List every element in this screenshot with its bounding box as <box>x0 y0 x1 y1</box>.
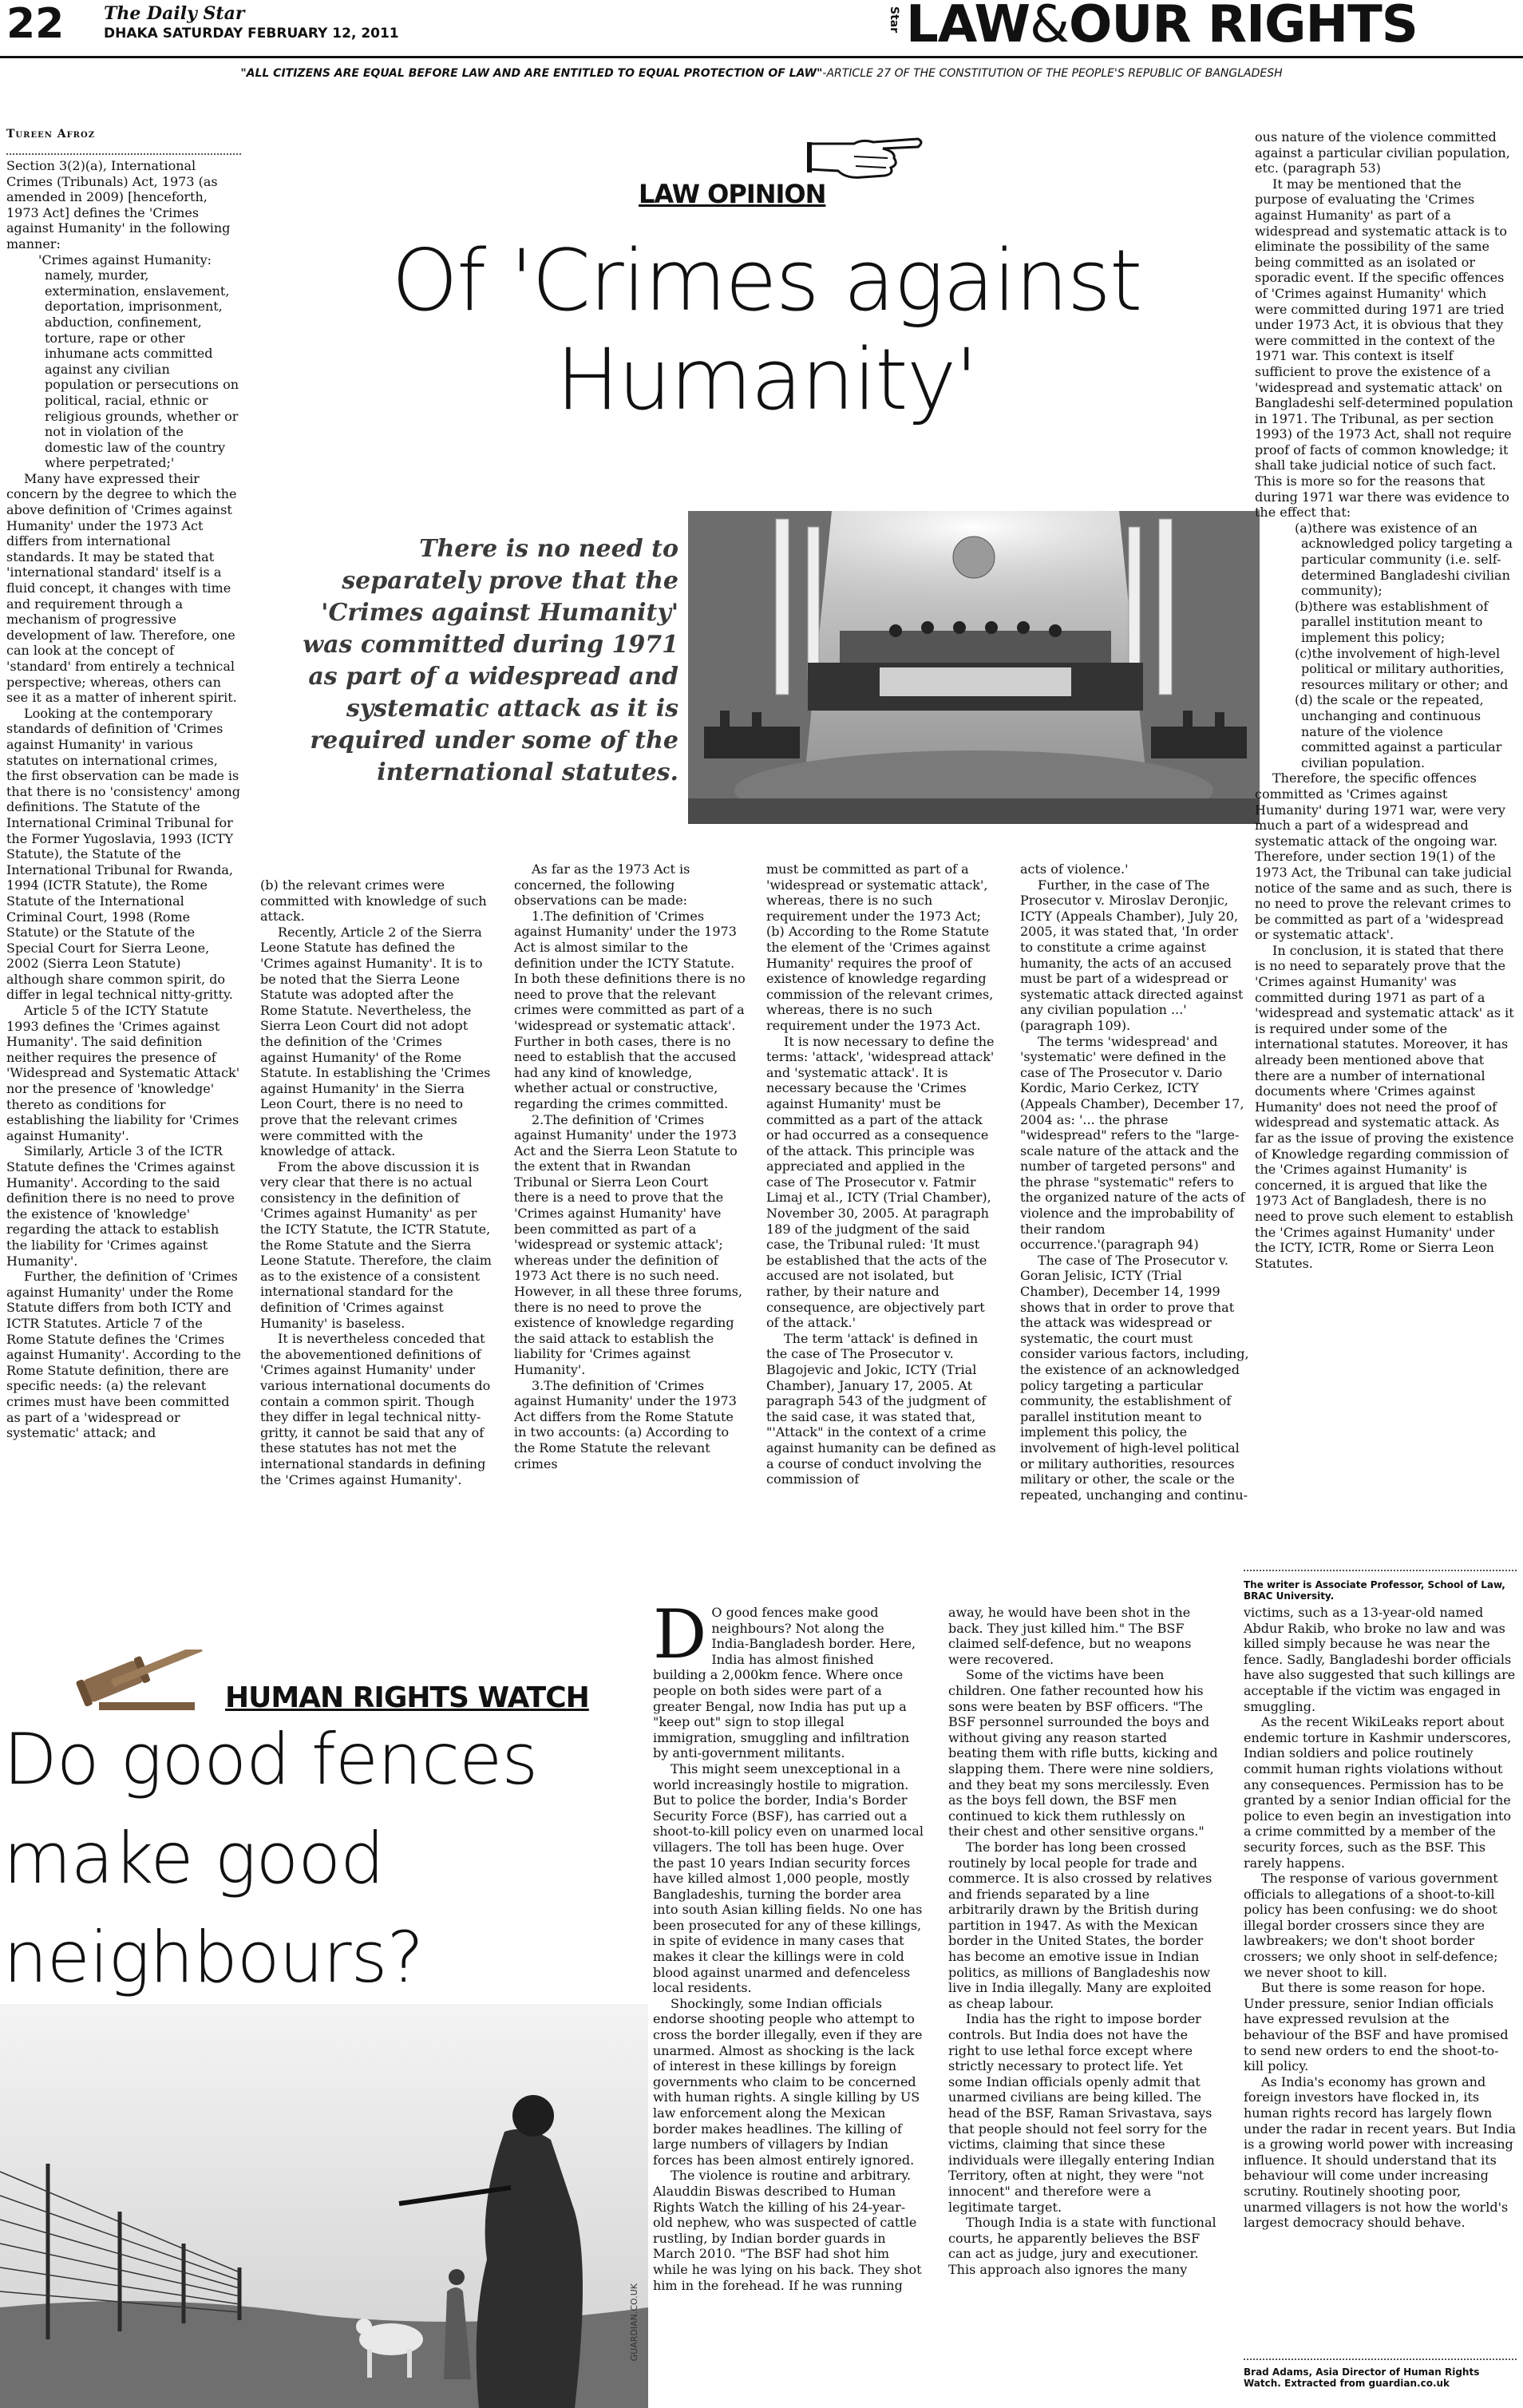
paragraph: Looking at the contemporary standards of definition of 'Crimes against Humanity' in various statutes on international crimes, the first observation can be made is that there is no 'consistency' among definitions. The Statute of the International Criminal Tribunal for the Former Yugoslavia, 1993 (ICTY Statute), the Statute of the International Tribunal for Rwanda, 1994 (ICTR Statute), the Rome Statute of the International Criminal Court, 1998 (Rome Statute) or the Statute of the Special Court for Sierra Leone, 2002 (Sierra Leon Statute) although share common spirit, do differ in legal technical nitty-gritty. <box>6 705 241 1003</box>
paragraph: From the above discussion it is very clear that there is no actual consistency in the definition of 'Crimes against Humanity' as per the ICTY Statute, the ICTR Statute, the Rome Statute and the Sierra Leone Statute. Therefore, the claim as to the existence of a consistent international standard for the definition of 'Crimes against Humanity' is baseless. <box>260 1158 492 1331</box>
article1-col3 <box>514 861 746 1471</box>
article1-col1 <box>6 158 241 1441</box>
paragraph: Section 3(2)(a), International Crimes (Tribunals) Act, 1973 (as amended in 2009) [henceforth, 1973 Act] defines the 'Crimes against Humanity' in the following manner: <box>6 158 231 251</box>
paper-name: The Daily Star <box>104 3 245 24</box>
note-rule <box>1244 2358 1517 2360</box>
section-title-law: LAW <box>906 0 1030 54</box>
paragraph: Though India is a state with functional courts, he apparently believes the BSF can act as judge, jury and executioner. This approach also ignores the many <box>948 2215 1216 2277</box>
paragraph: ous nature of the violence committed against a particular civilian population, etc. (paragraph 53) <box>1255 129 1510 176</box>
section-title-amp: & <box>1030 0 1069 54</box>
paragraph: acts of violence.' <box>1020 861 1129 877</box>
paragraph: 'Crimes against Humanity: namely, murder, extermination, enslavement, deportation, imprisonment, abduction, confinement, torture, rape or other inhumane acts committed against any civilian population or persecutions on political, racial, ethnic or religious grounds, whether or not in violation of the domestic law of the country where perpetrated;' <box>38 251 239 471</box>
section-label-human-rights-watch: HUMAN RIGHTS WATCH <box>225 1681 589 1714</box>
standfirst: There is no need to separately prove that the 'Crimes against Humanity' was committed during 1971 as part of a widespread and systematic attack as it is required under some of the international statutes. <box>303 535 678 786</box>
paragraph: The violence is routine and arbitrary. Alauddin Biswas described to Human Rights Watch the killing of his 24-year-old nephew, who was suspected of cattle rustling, by Indian border guards in March 2010. "The BSF had shot him while he was lying on his back. They shot him in the forehead. If he was running <box>653 2168 922 2293</box>
dateline: DHAKA SATURDAY FEBRUARY 12, 2011 <box>104 26 399 42</box>
author-note: Brad Adams, Asia Director of Human Rights Watch. Extracted from guardian.co.uk <box>1244 2366 1480 2389</box>
masthead-rule <box>0 56 1523 58</box>
paragraph: The response of various government officials to allegations of a shoot-to-kill policy has been confusing: we do shoot illegal border crossers since they are lawbreakers; we don't shoot border crossers; we only shoot in self-defence; we never shoot to kill. <box>1244 1871 1498 1980</box>
paragraph: Many have expressed their concern by the degree to which the above definition of 'Crimes against Humanity' under the 1973 Act differs from international standards. It may be stated that 'international standard' itself is a fluid concept, it changes with time and requirement through a mechanism of progressive development of law. Therefore, one can look at the concept of 'standard' from entirely a technical perspective; whereas, others can see it as a matter of inherent spirit. <box>6 470 237 706</box>
author-note: The writer is Associate Professor, School of Law, BRAC University. <box>1244 1579 1505 1602</box>
paragraph: It is now necessary to define the terms: 'attack', 'widespread attack' and 'systematic attack'. It is necessary because the 'Crimes against Humanity' must be committed as a part of the attack or had occurred as a consequence of the attack. This principle was appreciated and applied in the case of The Prosecutor v. Fatmir Limaj et al., ICTY (Trial Chamber), November 30, 2005. At paragraph 189 of the judgment of the said case, the Tribunal ruled: 'It must be established that the acts of the accused are not isolated, but rather, by their nature and consequence, are objectively part of the attack.' <box>766 1033 995 1331</box>
article1-col5 <box>1020 861 1252 1503</box>
star-logo: Star <box>888 6 900 34</box>
article1-col4 <box>766 861 998 1487</box>
headline: Of 'Crimes against Humanity' <box>391 232 1141 429</box>
paragraph: As the recent WikiLeaks report about endemic torture in Kashmir underscores, Indian soldiers and police routinely commit human rights violations without any consequences. Permission has to be granted by a senior Indian official for the police to even begin an investigation into a crime committed by a member of the security forces, such as the BSF. This rarely happens. <box>1244 1714 1512 1871</box>
paragraph-text: O good fences make good neighbours? Not along the India-Bangladesh border. Here, India has almost finished building a 2,000km fence. Where once people on both sides were part of a greater Bengal, now India has put up a "keep out" sign to stop illegal immigration, smuggling and infiltration by anti-government militants. <box>653 1605 916 1761</box>
paragraph: Article 5 of the ICTY Statute 1993 defines the 'Crimes against Humanity'. The said definition neither requires the presence of 'Widespread and Systematic Attack' nor the presence of 'knowledge' thereto as conditions for establishing the liability for 'Crimes against Humanity'. <box>6 1003 240 1143</box>
paragraph: victims, such as a 13-year-old named Abdur Rakib, who broke no law and was killed simply because he was near the fence. Sadly, Bangladeshi border officials have also suggested that such killings are acceptable if the victim was engaged in smuggling. <box>1244 1605 1516 1714</box>
dropcap: D <box>653 1595 707 1673</box>
gavel-icon <box>67 1650 211 1713</box>
paragraph: As far as the 1973 Act is concerned, the following observations can be made: <box>514 861 690 909</box>
paragraph: It may be mentioned that the purpose of evaluating the 'Crimes against Humanity' as part of a widespread and systematic attack is to eliminate the possibility of the same being committed as an isolated or sporadic event. If the specific offences of 'Crimes against Humanity' which were committed during 1971 are tried under 1973 Act, it is obvious that they were committed in the context of the 1971 war. This context is itself sufficient to prove the existence of a 'widespread and systematic attack' on Bangladeshi self-determined population in 1971. The Tribunal, as per section 1993) of the 1973 Act, shall not require proof of facts of common knowledge; it shall take judicial notice of such fact. This is more so for the reasons that during 1971 war there was evidence to the effect that: <box>1255 176 1513 521</box>
article2-col1 <box>653 1595 924 2293</box>
list-item: (d) the scale or the repeated, unchanging and continuous nature of the violence committed against a particular civilian population. <box>1295 692 1502 770</box>
list-item: (a)there was existence of an acknowledged policy targeting a particular community (i.e. self-determined Bangladeshi civilian community); <box>1295 520 1513 599</box>
headline: Do good fences make good neighbours? <box>3 1718 538 1998</box>
paragraph: Similarly, Article 3 of the ICTR Statute defines the 'Crimes against Humanity'. According to the said definition there is no need to prove the existence of 'knowledge' regarding the attack to establish the liability for 'Crimes against Humanity'. <box>6 1143 235 1269</box>
list-item: (b)there was establishment of parallel institution meant to implement this policy; <box>1295 598 1489 645</box>
paragraph: As India's economy has grown and foreign investors have flocked in, its human rights record has largely flown under the radar in recent years. But India is a growing world power with increasing influence. It should understand that its behaviour will come under increasing scrutiny. Routinely shooting poor, unarmed villagers is not how the world's largest democracy should behave. <box>1244 2073 1517 2231</box>
paragraph: Therefore, the specific offences committed as 'Crimes against Humanity' during 1971 war, were very much a part of a widespread and systematic attack of the ongoing war. Therefore, under section 19(1) of the 1973 Act, the Tribunal can take judicial notice of the same and as such, there is no need to prove the relevant crimes to be committed as part of a 'widespread or systematic attack'. <box>1255 770 1513 943</box>
tribunal-courtroom-photo <box>688 511 1260 824</box>
border-guard-photo <box>0 2004 648 2408</box>
motto <box>0 67 1523 80</box>
paragraph: 3.The definition of 'Crimes against Humanity' under the 1973 Act differs from the Rome Statute in two accounts: (a) According to the Rome Statute the relevant crimes <box>514 1377 737 1471</box>
paragraph: India has the right to impose border controls. But India does not have the right to use lethal force except where strictly necessary to protect life. Yet some Indian officials openly admit that unarmed civilians are being killed. The head of the BSF, Raman Srivastava, says that people should not feel sorry for the victims, claiming that since these individuals were illegally entering Indian Territory, often at night, they were "not innocent" and therefore were a legitimate target. <box>948 2011 1215 2215</box>
article2-col3 <box>1244 1605 1517 2231</box>
paragraph: Shockingly, some Indian officials endorse shooting people who attempt to cross the border illegally, even if they are unarmed. Almost as shocking is the lack of interest in these killings by foreign governments who claim to be concerned with human rights. A single killing by US law enforcement along the Mexican border makes headlines. The killing of large numbers of villagers by Indian forces has been almost entirely ignored. <box>653 1995 923 2168</box>
paragraph: 1.The definition of 'Crimes against Humanity' under the 1973 Act is almost similar to the definition under the ICTY Statute. In both these definitions there is no need to prove that the relevant crimes were committed as part of a 'widespread or systematic attack'. Further in both cases, there is no need to establish that the accused had any kind of knowledge, whether actual or constructive, regarding the crimes committed. <box>514 908 746 1111</box>
motto-source: -ARTICLE 27 OF THE CONSTITUTION OF THE PEOPLE'S REPUBLIC OF BANGLADESH <box>822 67 1283 80</box>
byline-rule <box>6 153 241 155</box>
article1-col2 <box>260 877 492 1487</box>
paragraph: The terms 'widespread' and 'systematic' were defined in the case of The Prosecutor v. Dario Kordic, Mario Cerkez, ICTY (Appeals Chamber), December 17, 2004 as: '... the phrase "widespread" refers to the "large-scale nature of the attack and the number of targeted persons" and the phrase "systematic" refers to the organized nature of the acts of violence and the improbability of their random occurrence.'(paragraph 94) <box>1020 1033 1245 1253</box>
page-number: 22 <box>6 0 65 48</box>
paragraph: But there is some reason for hope. Under pressure, senior Indian officials have expressed revulsion at the behaviour of the BSF and have promised to send new orders to end the shoot-to-kill policy. <box>1244 1980 1509 2074</box>
paragraph: Further, the definition of 'Crimes against Humanity' under the Rome Statute differs from both ICTY and ICTR Statutes. Article 7 of the Rome Statute defines the 'Crimes against Humanity'. According to the Rome Statute definition, there are specific needs: (a) the relevant crimes must have been committed as part of a 'widespread or systematic' attack; and <box>6 1269 241 1441</box>
list-item: (c)the involvement of high-level political or military authorities, resources military or other; and <box>1295 645 1509 692</box>
paragraph: In conclusion, it is stated that there is no need to separately prove that the 'Crimes against Humanity' was committed during 1971 as part of a 'widespread and systematic attack' as it is required under some of the international statutes. Moreover, it has already been mentioned above that there are a number of international documents where 'Crimes against Humanity' does not need the proof of widespread and systematic attack. As far as the issue of proving the existence of Knowledge regarding commission of the 'Crimes against Humanity' is concerned, it is argued that like the 1973 Act of Bangladesh, there is no need to prove such element to establish the 'Crimes against Humanity' under the ICTY, ICTR, Rome or Sierra Leon Statutes. <box>1255 942 1514 1271</box>
paragraph: must be committed as part of a 'widespread or systematic attack', whereas, there is no such requirement under the 1973 Act; (b) According to the Rome Statute the element of the 'Crimes against Humanity' requires the proof of existence of knowledge regarding commission of the relevant crimes, whereas, there is no such requirement under the 1973 Act. <box>766 861 994 1033</box>
note-rule <box>1244 1570 1517 1571</box>
paragraph: Some of the victims have been children. One father recounted how his sons were beaten by BSF officers. "The BSF personnel surrounded the boys and without giving any reason started beating them with rifle butts, kicking and slapping them. There were nine soldiers, and they beat my sons mercilessly. Even as the boys fell down, the BSF men continued to kick them ruthlessly on their chest and other sensitive organs." <box>948 1667 1218 1840</box>
article2-col2 <box>948 1605 1220 2278</box>
paragraph: The case of The Prosecutor v. Goran Jelisic, ICTY (Trial Chamber), December 14, 1999 shows that in order to prove that the attack was widespread or systematic, the court must consider various factors, including, the existence of an acknowledged policy targeting a particular community, the establishment of parallel institution meant to implement this policy, the involvement of high-level political or military authorities, resources military or other, the scale or the repeated, unchanging and continu- <box>1020 1252 1249 1503</box>
paragraph: away, he would have been shot in the back. They just killed him." The BSF claimed self-defence, but no weapons were recovered. <box>948 1605 1192 1667</box>
motto-quote: "ALL CITIZENS ARE EQUAL BEFORE LAW AND ARE ENTITLED TO EQUAL PROTECTION OF LAW" <box>240 67 823 80</box>
paragraph: 2.The definition of 'Crimes against Humanity' under the 1973 Act and the Sierra Leon Statute to the extent that in Rwandan Tribunal or Sierra Leon Court there is a need to prove that the 'Crimes against Humanity' have been committed as part of a 'widespread or systemic attack'; whereas under the definition of 1973 Act there is no such need. However, in all these three forums, there is no need to prove the existence of knowledge regarding the said attack to establish the liability for 'Crimes against Humanity'. <box>514 1111 743 1377</box>
paragraph: The border has long been crossed routinely by local people for trade and commerce. It is also crossed by relatives and friends separated by a line arbitrarily drawn by the British during partition in 1947. As with the Mexican border in the United States, the border has become an emotive issue in Indian politics, as millions of Bangladeshis now live in India illegally. Many are exploited as cheap labour. <box>948 1839 1212 2011</box>
paragraph: (b) the relevant crimes were committed with knowledge of such attack. <box>260 877 487 925</box>
section-label-law-opinion: LAW OPINION <box>639 179 826 209</box>
paragraph: The term 'attack' is defined in the case of The Prosecutor v. Blagojevic and Jokic, ICTY (Trial Chamber), January 17, 2005. At paragraph 543 of the judgment of the said case, it was stated that, "'Attack" in the context of a crime against humanity can be defined as a course of conduct involving the commission of <box>766 1330 996 1487</box>
section-title <box>906 0 1418 54</box>
section-title-rest: OUR RIGHTS <box>1068 0 1418 54</box>
paragraph: Recently, Article 2 of the Sierra Leone Statute has defined the 'Crimes against Humanity'. It is to be noted that the Sierra Leone Statute was adopted after the Rome Statute. Nevertheless, the Sierra Leon Court did not adopt the definition of the 'Crimes against Humanity' of the Rome Statute. In establishing the 'Crimes against Humanity' in the Sierra Leon Court, there is no need to prove that the relevant crimes were committed with the knowledge of attack. <box>260 924 491 1159</box>
paragraph: Further, in the case of The Prosecutor v. Miroslav Deronjic, ICTY (Appeals Chamber), July 20, 2005, it was stated that, 'In order to constitute a crime against humanity, the acts of an accused must be part of a widespread or systematic attack directed against any civilian population ...' (paragraph 109). <box>1020 877 1244 1033</box>
paragraph: This might seem unexceptional in a world increasingly hostile to migration. But to police the border, India's Border Security Force (BSF), has carried out a shoot-to-kill policy even on unarmed local villagers. The toll has been huge. Over the past 10 years Indian security forces have killed almost 1,000 people, mostly Bangladeshis, turning the border area into south Asian killing fields. No one has been prosecuted for any of these killings, in spite of evidence in many cases that makes it clear the killings were in cold blood against unarmed and defenceless local residents. <box>653 1760 924 1996</box>
byline: Tureen Afroz <box>6 128 95 141</box>
paragraph: It is nevertheless conceded that the abovementioned definitions of 'Crimes against Humanity' under various international documents do contain a common spirit. Though they differ in legal technical nitty-gritty, it cannot be said that any of these statutes has not met the international standards in defining the 'Crimes against Humanity'. <box>260 1331 491 1487</box>
article1-col6 <box>1255 129 1515 1271</box>
photo-credit: GUARDIAN.CO.UK <box>629 2283 639 2362</box>
